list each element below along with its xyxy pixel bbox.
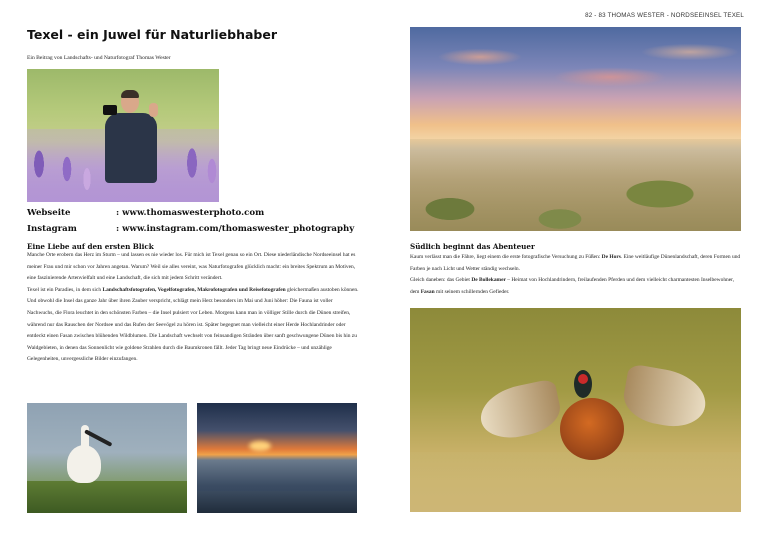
article-text-left — [27, 250, 359, 366]
paragraph-de-hors: Kaum verlässt man die Fähre, liegt einem die erste fotografische Versuchung zu Füßen: De Hors. Eine weitläufige Dünenlandschaft, deren Formen und Farben je nach Licht und Wetter ständig wechseln. — [410, 254, 741, 272]
sun — [249, 441, 271, 451]
section-heading-south: Südlich beginnt das Abenteuer — [410, 242, 535, 251]
pheasant-left-wing — [476, 378, 565, 444]
pheasant-body — [560, 398, 624, 460]
waving-hand — [149, 103, 158, 117]
dune-grass — [410, 139, 741, 231]
paragraph-intro: Manche Orte erobern das Herz im Sturm – und lassen es nie wieder los. Für mich ist Texel genau so ein Ort. Diese niederländische Nordseeinsel hat es meiner Frau und mir schon vor Jahren angetan. Warum? Weil sie alles vereint, was Naturfotografen glücklich macht: ein breites Spektrum an Motiven, eine faszinierende Artenvielfalt und eine Landschaft, die sich mit jedem Schritt verändert. — [27, 252, 356, 282]
article-text-right — [410, 252, 742, 298]
pheasant-right-wing — [620, 363, 710, 431]
jacket — [105, 113, 157, 183]
sea-sunset-photo — [197, 403, 357, 513]
byline: Ein Beitrag von Landschafts- und Naturfotograf Thomas Wester — [27, 55, 171, 61]
paragraph-paradise: Texel ist ein Paradies, in dem sich Landschaftsfotografen, Vogelfotografen, Makrofotografen und Reisefotografen gleichermaßen austoben können. Und obwohl die Insel das ganze Jahr über ihren Zauber verspricht, schlägt mein Herz besonders im Mai und Juni höher: Die Fauna ist voller Nachwuchs, die Flora leuchtet in den schönsten Farben – die Insel pulsiert vor Leben. Morgens kann man in völliger Stille durch die Dünen streifen, während nur das Rauschen der Nordsee und das Rufen der Seevögel zu hören ist. Später begegnet man vielleicht einer Herde Hochlandrinder oder entdeckt einen Fasan zwischen blühenden Wildblumen. Die Landschaft wechselt von feinsandigen Stränden über sanft geschwungene Dünen bis hin zu Waldgebieten, in denen das Sonnenlicht wie goldene Strahlen durch die Baumkronen fällt. Jeder Tag bringt neue Eindrücke – und unzählige Gelegenheiten, unvergessliche Bilder einzufangen. — [27, 286, 359, 363]
website-link[interactable]: : www.thomaswesterphoto.com — [116, 208, 265, 218]
paragraph-bollekamer: Gleich daneben: das Gebiet De Bollekamer – Heimat von Hochlandrindern, freilaufenden Pferden und dem vielleicht charmantesten Inselbewohner, dem Fasan mit seinem schillernden Gefieder. — [410, 277, 735, 295]
dune-landscape-photo — [410, 27, 741, 231]
spoonbill-photo — [27, 403, 187, 513]
shoreline — [197, 491, 357, 513]
grass — [27, 481, 187, 513]
photographer-figure — [103, 91, 159, 202]
instagram-link[interactable]: : www.instagram.com/thomaswester_photography — [116, 224, 355, 234]
instagram-label: Instagram — [27, 224, 77, 234]
camera-icon — [103, 105, 117, 115]
page-title: Texel - ein Juwel für Naturliebhaber — [27, 27, 277, 42]
spoonbill-body — [67, 445, 101, 483]
pheasant-wattle — [578, 374, 588, 384]
hair — [121, 90, 139, 98]
pheasant-photo — [410, 308, 741, 512]
meadow-grass — [410, 452, 741, 512]
page-header: 82 - 83 THOMAS WESTER - NORDSEEINSEL TEXEL — [585, 12, 744, 19]
website-label: Webseite — [27, 208, 71, 218]
section-heading-love: Eine Liebe auf den ersten Blick — [27, 242, 154, 251]
photographer-portrait-photo — [27, 69, 219, 202]
sunset-clouds — [410, 27, 741, 139]
